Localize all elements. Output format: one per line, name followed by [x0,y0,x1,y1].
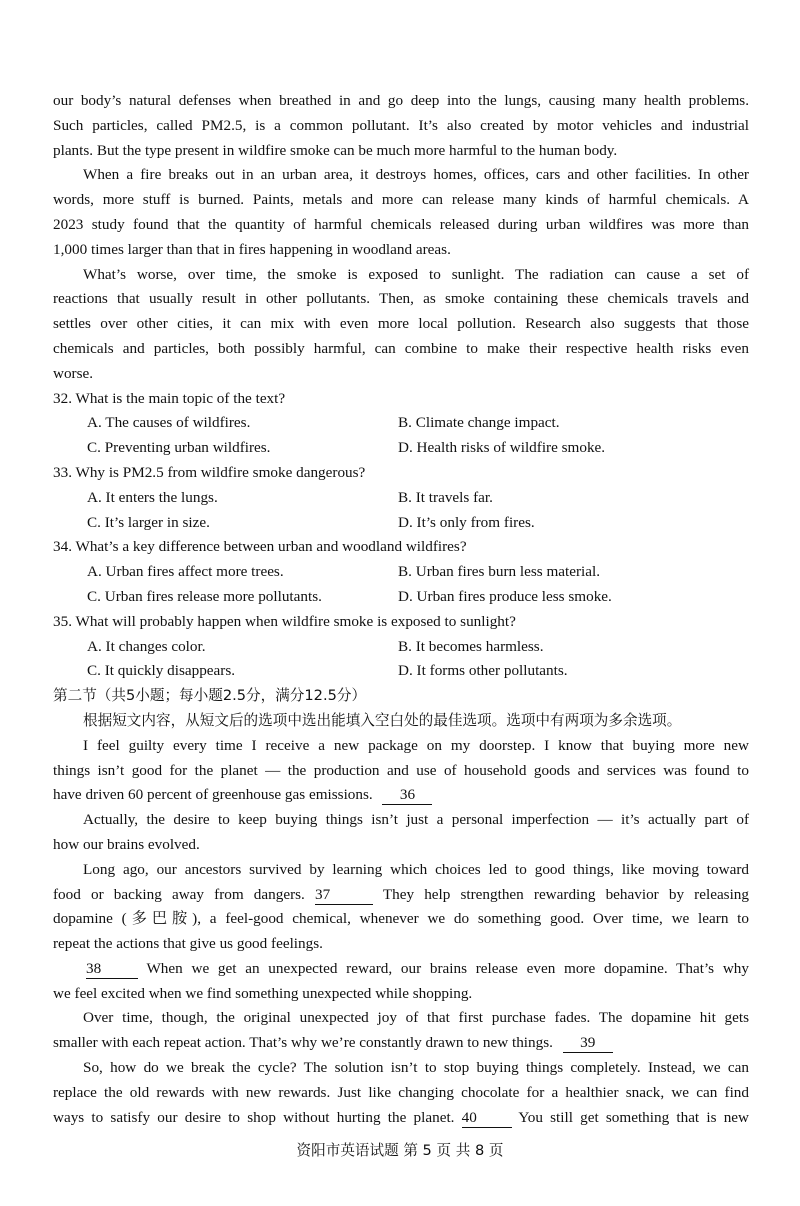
question-stem: 33. Why is PM2.5 from wildfire smoke dangerous? [53,463,366,481]
passage-line: replace the old rewards with new rewards. Just like changing chocolate for a healthier snack, we can find [53,1083,749,1101]
passage-line: repeat the actions that give us good feelings. [53,935,323,953]
passage-line: chemicals and particles, both possibly harmful, can combine to make their respective health risks even [53,339,749,357]
passage-line [53,957,749,982]
option-a: A. The causes of wildfires. [87,414,251,432]
passage-line: Long ago, our ancestors survived by learning which choices led to good things, like moving toward [83,860,749,878]
passage-line: dopamine (多巴胺), a feel-good chemical, whenever we do something good. Over time, we learn to [53,910,749,928]
option-c: C. Urban fires release more pollutants. [87,587,322,605]
option-d: D. Urban fires produce less smoke. [398,587,612,605]
passage-line: Over time, though, the original unexpected joy of that first purchase fades. The dopamine hit gets [83,1009,749,1027]
question-33 [53,461,749,535]
option-b: B. Climate change impact. [398,414,560,432]
question-stem: 32. What is the main topic of the text? [53,389,286,407]
passage-line: I feel guilty every time I receive a new package on my doorstep. I know that buying more new [83,736,749,754]
passage-line: reactions that usually result in other pollutants. Then, as smoke containing these chemicals travels and [53,290,749,308]
passage-line: So, how do we break the cycle? The solution isn’t to stop buying things completely. Instead, we can [83,1059,749,1077]
passage-line: Actually, the desire to keep buying things isn’t just a personal imperfection — it’s actually part of [83,811,749,829]
passage-line: words, more stuff is burned. Paints, metals and more can release many kinds of harmful chemicals. A [53,191,749,209]
blank-38: 38 [86,960,138,979]
option-a: A. It enters the lungs. [87,488,218,506]
page-footer: 资阳市英语试题 第 5 页 共 8 页 [296,1142,504,1159]
option-b: B. It travels far. [398,488,493,506]
question-stem: 34. What’s a key difference between urban and woodland wildfires? [53,538,467,556]
question-stem: 35. What will probably happen when wildfire smoke is exposed to sunlight? [53,612,516,630]
passage-line: 2023 study found that the quantity of harmful chemicals released during urban wildfires was more than [53,215,749,233]
option-d: D. Health risks of wildfire smoke. [398,439,606,457]
passage-line: 1,000 times larger than that in fires happening in woodland areas. [53,240,451,258]
passage-2 [53,734,749,1131]
passage-line: worse. [53,364,94,382]
option-d: D. It’s only from fires. [398,513,535,531]
blank-39: 39 [563,1034,613,1053]
passage-line: What’s worse, over time, the smoke is exposed to sunlight. The radiation can cause a set of [83,265,749,283]
passage-line: we feel excited when we find something unexpected while shopping. [53,984,473,1002]
option-c: C. Preventing urban wildfires. [87,439,271,457]
passage-text: They help strengthen rewarding behavior by releasing [382,885,749,903]
passage-text: You still get something that is new [518,1108,749,1126]
option-c: C. It quickly disappears. [87,662,236,680]
section-instruction: 根据短文内容，从短文后的选项中选出能填入空白处的最佳选项。选项中有两项为多余选项。 [83,711,682,729]
section-heading: 第二节（共5小题；每小题2.5分，满分12.5分） [53,687,367,705]
passage-line [53,1106,749,1131]
question-32 [53,387,749,461]
passage-1 [53,89,749,387]
option-d: D. It forms other pollutants. [398,662,568,680]
passage-line: plants. But the type present in wildfire smoke can be much more harmful to the human body. [53,141,618,159]
passage-text: When we get an unexpected reward, our brains release even more dopamine. That’s why [146,959,749,977]
question-35 [53,610,749,684]
passage-text: have driven 60 percent of greenhouse gas emissions. [53,786,373,804]
blank-36: 36 [382,786,432,805]
option-b: B. Urban fires burn less material. [398,563,601,581]
passage-line: When a fire breaks out in an urban area, it destroys homes, offices, cars and other facilities. In other [83,166,749,184]
option-c: C. It’s larger in size. [87,513,210,531]
passage-line: things isn’t good for the planet — the production and use of household goods and services was found to [53,761,749,779]
passage-line [53,783,749,808]
passage-line [53,883,749,908]
blank-37: 37 [315,886,373,905]
passage-line: how our brains evolved. [53,835,200,853]
passage-text: food or backing away from dangers. [53,885,305,903]
passage-line [53,1031,749,1056]
passage-line: settles over other cities, it can mix with even more local pollution. Research also suggests that those [53,315,749,333]
option-a: A. Urban fires affect more trees. [87,563,284,581]
option-b: B. It becomes harmless. [398,637,544,655]
passage-text: ways to satisfy our desire to shop without hurting the planet. [53,1108,455,1126]
passage-line: our body’s natural defenses when breathed in and go deep into the lungs, causing many health problems. [53,92,749,109]
passage-line: Such particles, called PM2.5, is a common pollutant. It’s also created by motor vehicles and industrial [53,116,749,134]
option-a: A. It changes color. [87,637,206,655]
page-content [53,89,749,1130]
passage-text: smaller with each repeat action. That’s why we’re constantly drawn to new things. [53,1034,553,1052]
question-34 [53,535,749,609]
blank-40: 40 [462,1109,512,1128]
